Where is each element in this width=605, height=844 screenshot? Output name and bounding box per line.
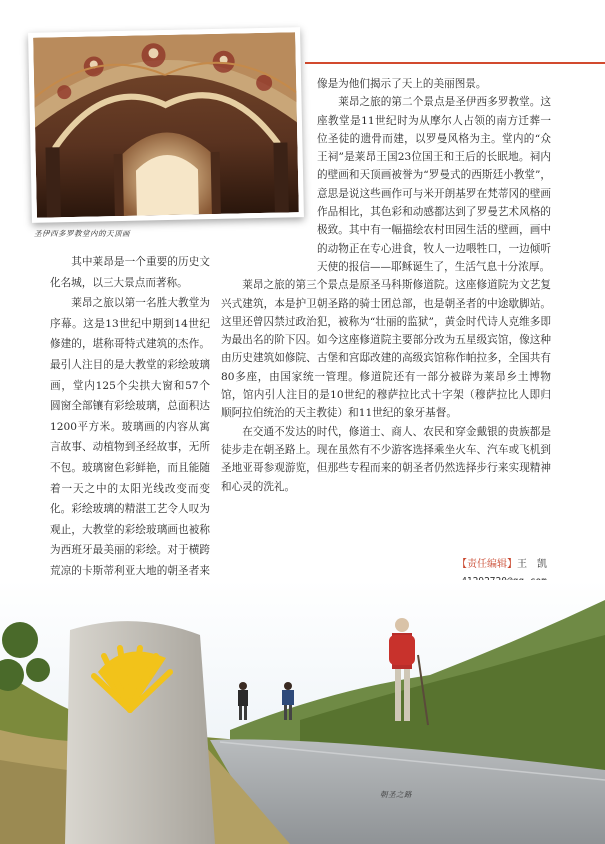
camino-photo: [0, 580, 605, 844]
editor-name: 王 凯: [517, 559, 547, 570]
editor-label: 【责任编辑】: [457, 559, 517, 570]
right-paragraph-4: 在交通不发达的时代，修道士、商人、农民和穿金戴银的贵族都是徒步走在朝圣路上。现在虽然有不少游客选择乘坐火车、汽车或飞机到圣地亚哥参观游览，但那些专程而来的朝圣者仍然选择步行来实现精神和心灵的洗礼。: [221, 425, 551, 493]
ceiling-photo-caption: 圣伊西多罗教堂内的天顶画: [34, 229, 130, 238]
header-rule: [305, 62, 605, 64]
camino-photo-caption: 朝圣之路: [380, 790, 412, 799]
left-paragraph-1: 其中莱昂是一个重要的历史文化名城，以三大景点而著称。: [50, 256, 210, 289]
left-paragraph-2: 莱昂之旅以第一名胜大教堂为序幕。这是13世纪中期到14世纪修建的，堪称哥特式建筑的杰作。最引人注目的是大教堂的彩绘玻璃画，堂内125个尖拱大窗和57个圆窗全部镶有彩绘玻璃，总面积达1200平方米。玻璃画的内容从寓言故事、动植物到圣经故事，无所不包。玻璃窗色彩鲜艳，而且能随着一天之中的太阳光线改变而变化。彩绘玻璃的精湛工艺令人叹为观止，大教堂的彩绘玻璃画也被称为西班牙最美丽的彩绘。对于横跨荒凉的卡斯蒂利亚大地的朝圣者来: [50, 297, 210, 577]
right-paragraph-2: 莱昂之旅的第二个景点是圣伊西多罗教堂。这座教堂是11世纪时为从摩尔人占领的南方迁葬一位圣徒的遗骨而建，以罗曼风格为主。堂内的“众王祠”是莱昂王国23位国王和王后的长眠地。祠内的壁画和天顶画被誉为“罗曼式的西斯廷小教堂”，意思是说这些画作可与米开朗基罗在梵蒂冈的壁画作品相比，其色彩和动感都达到了罗曼艺术风格的极致。其中有一幅描绘农村田园生活的壁画，画中的动物正在专心进食，牧人一边喂牲口，一边倾听天使的报信——耶稣诞生了，生活气息十分浓厚。: [317, 96, 551, 273]
camino-illustration: [0, 580, 605, 844]
editor-credit: [457, 555, 547, 570]
left-text-column: [50, 252, 210, 602]
right-paragraph-3: 莱昂之旅的第三个景点是原圣马科斯修道院。这座修道院为文艺复兴式建筑，本是护卫朝圣路的骑士团总部，也是朝圣者的中途歇脚站。这里还曾囚禁过政治犯，被称为“壮丽的监狱”，黄金时代诗人克维多即为最出名的阶下囚。如今这座修道院主要部分改为五星级宾馆，像这种由历史建筑如修院、古堡和宫邸改建的高级宾馆称作帕拉多，全国共有80多座，由国家统一管理。修道院还有一部分被辟为莱昂乡土博物馆，馆内引人注目的是10世纪的穆萨拉比式十字架（穆萨拉比人即归顺阿拉伯统治的天主教徒）和11世纪的象牙基督。: [221, 279, 551, 420]
right-text-column: [221, 75, 551, 496]
right-paragraph-1: 像是为他们揭示了天上的美丽图景。: [317, 78, 487, 90]
